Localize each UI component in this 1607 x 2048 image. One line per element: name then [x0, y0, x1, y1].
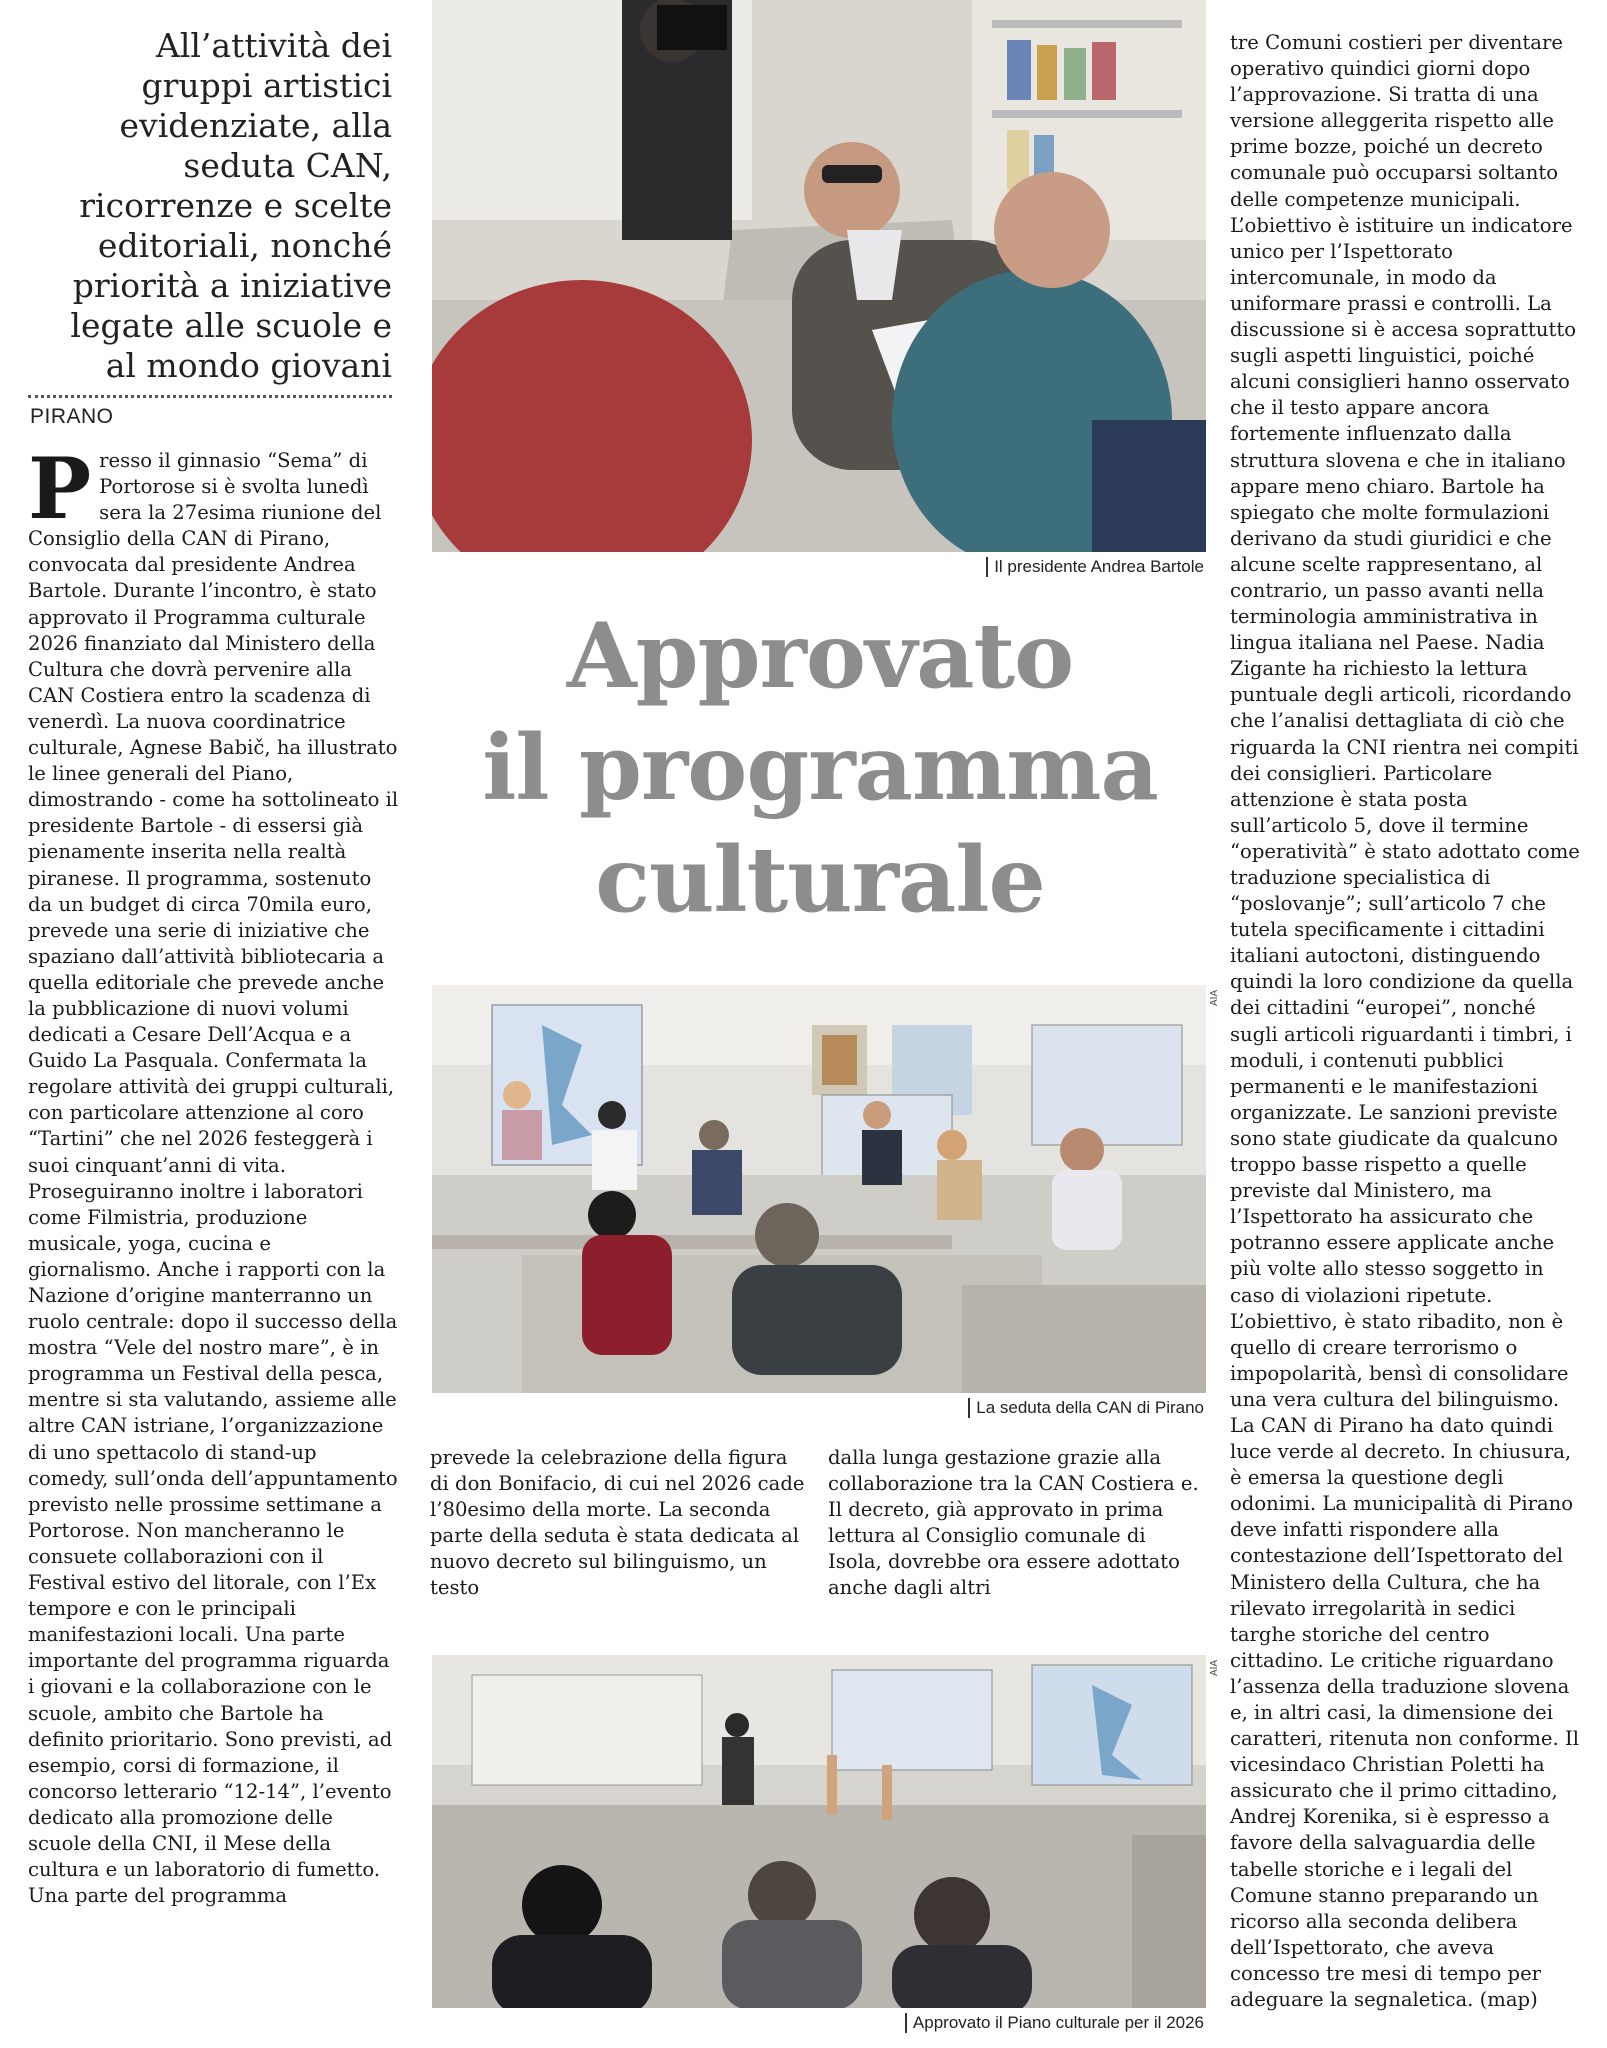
- headline-line-1: Approvato: [566, 603, 1074, 709]
- photo-president-image: [432, 0, 1206, 552]
- photo-president: [432, 0, 1206, 552]
- dateline: PIRANO: [30, 405, 114, 428]
- photo-vote-caption: Approvato il Piano culturale per il 2026: [905, 2013, 1204, 2033]
- article-kicker: All’attività dei gruppi artistici evidenziate, alla seduta CAN, ricorrenze e scelte editoriali, nonché priorità a iniziative legate alle scuole e al mondo giovani: [70, 26, 392, 385]
- photo-session-credit: AIA: [1209, 989, 1220, 1006]
- photo-vote-image: [432, 1655, 1206, 2008]
- body-column-1: [28, 439, 400, 1909]
- headline-line-3: culturale: [595, 827, 1045, 933]
- headline-line-2: il programma: [482, 715, 1158, 821]
- photo-session-image: [432, 985, 1206, 1393]
- kicker-divider: [28, 395, 392, 398]
- photo-vote: [432, 1655, 1206, 2008]
- body-column-1-text: resso il ginnasio “Sema” di Portorose si è svolta lunedì sera la 27esima riunione del Consiglio della CAN di Pirano, convocata dal presidente Andrea Bartole. Durante l’incontro, è stato approvato il Programma culturale 2026 finanziato dal Ministero della Cultura che dovrà pervenire alla CAN Costiera entro la scadenza di venerdì. La nuova coordinatrice culturale, Agnese Babič, ha illustrato le linee generali del Piano, dimostrando - come ha sottolineato il presidente Bartole - di essersi già pienamente inserita nella realtà piranese. Il programma, sostenuto da un budget di circa 70mila euro, prevede una serie di iniziative che spaziano dall’attività bibliotecaria a quella editoriale che prevede anche la pubblicazione di nuovi volumi dedicati a Cesare Dell’Acqua e a Guido La Pasquala. Confermata la regolare attività dei gruppi culturali, con particolare attenzione al coro “Tartini” che nel 2026 festeggerà i suoi cinquant’anni di vita. Proseguiranno inoltre i laboratori come Filmistria, produzione musicale, yoga, cucina e giornalismo. Anche i rapporti con la Nazione d’origine manterranno un ruolo centrale: dopo il successo della mostra “Vele del nostro mare”, è in programma un Festival della pesca, mentre si sta valutando, assieme alle altre CAN istriane, l’organizzazione di uno spettacolo di stand-up comedy, sull’onda dell’appuntamento previsto nelle prossime settimane a Portorose. Non mancheranno le consuete collaborazioni con il Festival estivo del litorale, con l’Ex tempore e con le principali manifestazioni locali. Una parte importante del programma riguarda i giovani e la collaborazione con le scuole, ambito che Bartole ha definito prioritario. Sono previsti, ad esempio, corsi di formazione, il concorso letterario “12-14”, l’evento dedicato alla promozione delle scuole della CNI, il Mese della cultura e un laboratorio di fumetto. Una parte del programma: [28, 449, 399, 1908]
- headline: [430, 600, 1210, 936]
- body-column-3: dalla lunga gestazione grazie alla collaborazione tra la CAN Costiera e. Il decreto, già approvato in prima lettura al Consiglio comunale di Isola, dovrebbe ora essere adottato anche dagli altri: [828, 1446, 1199, 1600]
- body-column-2: prevede la celebrazione della figura di don Bonifacio, di cui nel 2026 cade l’80esimo della morte. La seconda parte della seduta è stata dedicata al nuovo decreto sul bilinguismo, un testo: [430, 1446, 805, 1600]
- drop-cap: P: [28, 439, 92, 538]
- photo-session: [432, 985, 1206, 1393]
- photo-president-caption: Il presidente Andrea Bartole: [986, 557, 1204, 577]
- photo-vote-credit: AIA: [1209, 1659, 1220, 1676]
- body-column-4: tre Comuni costieri per diventare operativo quindici giorni dopo l’approvazione. Si tratta di una versione alleggerita rispetto alle prime bozze, poiché un decreto comunale può occuparsi soltanto delle competenze municipali. L’obiettivo è istituire un indicatore unico per l’Ispettorato intercomunale, in modo da uniformare prassi e controlli. La discussione si è accesa soprattutto sugli aspetti linguistici, poiché alcuni consiglieri hanno osservato che il testo appare ancora fortemente influenzato dalla struttura slovena e che in italiano appare meno chiaro. Bartole ha spiegato che molte formulazioni derivano da studi giuridici e che alcune scelte rappresentano, al contrario, un passo avanti nella terminologia amministrativa in lingua italiana nel Paese. Nadia Zigante ha richiesto la lettura puntuale degli articoli, ricordando che l’analisi dettagliata di ciò che riguarda la CNI rientra nei compiti dei consiglieri. Particolare attenzione è stata posta sull’articolo 5, dove il termine “operatività” è stato adottato come traduzione specialistica di “poslovanje”; sull’articolo 7 che tutela specificamente i cittadini italiani autoctoni, distinguendo quindi la loro condizione da quella dei cittadini “europei”, nonché sugli articoli riguardanti i timbri, i moduli, i contenuti pubblici permanenti e le manifestazioni organizzate. Le sanzioni previste sono state giudicate da qualcuno troppo basse rispetto a quelle previste dal Ministero, ma l’Ispettorato ha assicurato che potranno essere applicate anche più volte allo stesso soggetto in caso di violazioni ripetute. L’obiettivo, è stato ribadito, non è quello di creare terrorismo o impopolarità, bensì di consolidare una vera cultura del bilinguismo. La CAN di Pirano ha dato quindi luce verde al decreto. In chiusura, è emersa la questione degli odonimi. La municipalità di Pirano deve infatti rispondere alla contestazione dell’Ispettorato del Ministero della Cultura, che ha rilevato irregolarità in sedici targhe storiche del centro cittadino. Le critiche riguardano l’assenza della traduzione slovena e, in altri casi, la dimensione dei caratteri, ritenuta non conforme. Il vicesindaco Christian Poletti ha assicurato che il primo cittadino, Andrej Korenika, si è espresso a favore della salvaguardia delle tabelle storiche e i legali del Comune stanno preparando un ricorso alla seconda delibera dell’Ispettorato, che aveva concesso tre mesi di tempo per adeguare la segnaletica. (map): [1230, 31, 1580, 2012]
- photo-session-caption: La seduta della CAN di Pirano: [968, 1398, 1204, 1418]
